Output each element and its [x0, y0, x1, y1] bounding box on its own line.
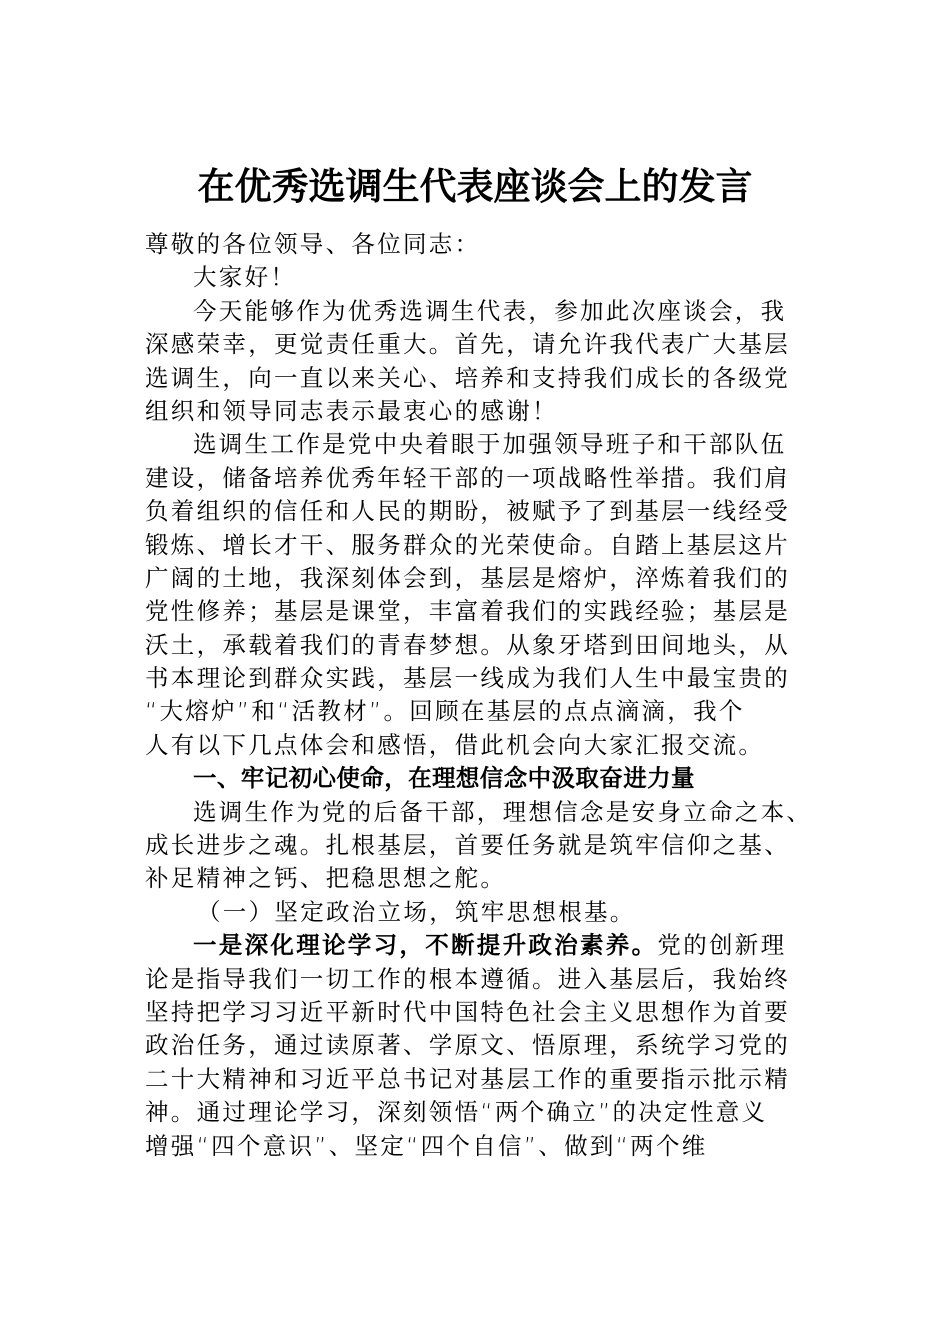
text-line: 广阔的土地，我深刻体会到，基层是熔炉，淬炼着我们的 [145, 563, 790, 592]
text-run: 党的创新理 [657, 931, 787, 960]
text-line: 选调生作为党的后备干部，理想信念是安身立命之本、 [193, 797, 813, 826]
text-line: 人有以下几点体会和感悟，借此机会向大家汇报交流。 [145, 730, 765, 759]
document-body [145, 228, 813, 1163]
text-line: 党性修养；基层是课堂，丰富着我们的实践经验；基层是 [145, 597, 790, 626]
salutation: 尊敬的各位领导、各位同志： [145, 230, 481, 258]
greeting: 大家好！ [193, 263, 297, 292]
text-line: 坚持把学习习近平新时代中国特色社会主义思想作为首要 [145, 997, 790, 1026]
text-line: 论是指导我们一切工作的根本遵循。进入基层后，我始终 [145, 964, 790, 993]
text-line: 组织和领导同志表示最衷心的感谢！ [145, 396, 558, 425]
text-line: 神。通过理论学习，深刻领悟“两个确立”的决定性意义 [145, 1098, 768, 1127]
text-line: 建设，储备培养优秀年轻干部的一项战略性举措。我们肩 [145, 463, 790, 492]
text-line: 今天能够作为优秀选调生代表，参加此次座谈会，我 [193, 296, 787, 325]
paragraph-background [145, 428, 805, 762]
bold-lead-sentence: 一是深化理论学习，不断提升政治素养。 [193, 931, 658, 960]
text-line: 负着组织的信任和人民的期盼，被赋予了到基层一线经受 [145, 497, 790, 526]
text-line: 政治任务，通过读原著、学原文、悟原理，系统学习党的 [145, 1031, 790, 1060]
text-line: 选调生，向一直以来关心、培养和支持我们成长的各级党 [145, 363, 790, 392]
paragraph-theory-study [145, 929, 805, 1163]
document-title: 在优秀选调生代表座谈会上的发言 [197, 164, 753, 208]
paragraph-section1-intro [145, 796, 813, 896]
text-line: 二十大精神和习近平总书记对基层工作的重要指示批示精 [145, 1064, 790, 1093]
section-heading: 一、牢记初心使命，在理想信念中汲取奋进力量 [193, 764, 695, 793]
subsection-heading: （一）坚定政治立场，筑牢思想根基。 [197, 897, 636, 926]
text-line: 成长进步之魂。扎根基层，首要任务就是筑牢信仰之基、 [145, 831, 790, 860]
paragraph-intro [145, 295, 805, 429]
text-line: 选调生工作是党中央着眼于加强领导班子和干部队伍 [193, 430, 787, 459]
text-line: 增强“四个意识”、坚定“四个自信”、做到“两个维 [145, 1131, 708, 1160]
text-line [145, 929, 805, 962]
text-line: 沃土，承载着我们的青春梦想。从象牙塔到田间地头，从 [145, 630, 790, 659]
text-line: 书本理论到群众实践，基层一线成为我们人生中最宝贵的 [145, 664, 790, 693]
text-line: 锻炼、增长才干、服务群众的光荣使命。自踏上基层这片 [145, 530, 790, 559]
text-line: 深感荣幸，更觉责任重大。首先，请允许我代表广大基层 [145, 330, 790, 359]
text-line: “大熔炉”和“活教材”。回顾在基层的点点滴滴，我个 [145, 697, 745, 726]
text-line: 补足精神之钙、把稳思想之舵。 [145, 864, 507, 893]
